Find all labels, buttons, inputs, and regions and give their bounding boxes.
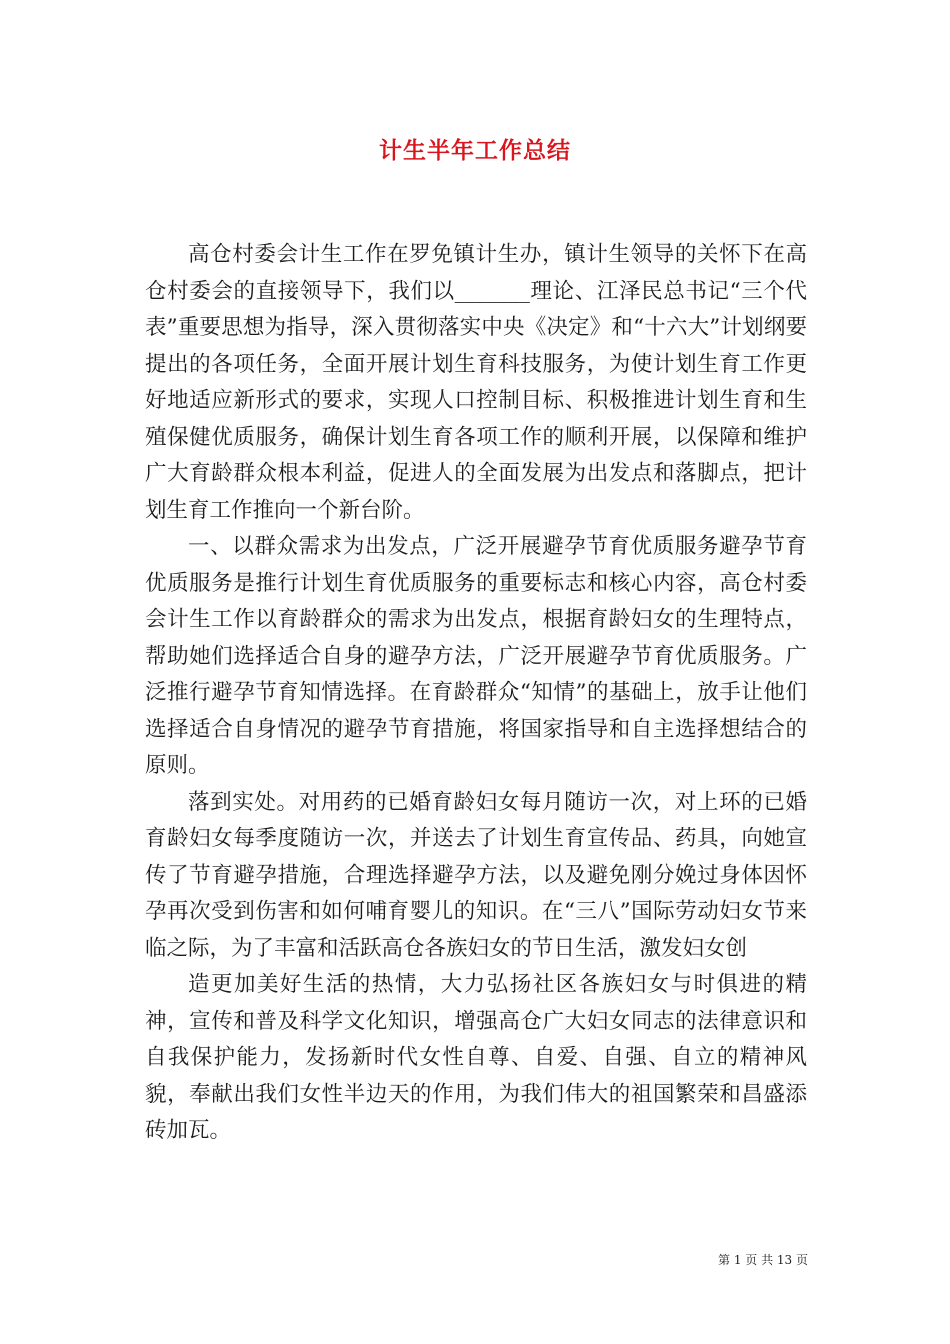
page-number-footer: 第 1 页 共 13 页 [718, 1253, 808, 1267]
document-body [145, 237, 807, 1150]
paragraph-intro: 高仓村委会计生工作在罗免镇计生办，镇计生领导的关怀下在高仓村委会的直接领导下，我们以_______理论、江泽民总书记“三个代表”重要思想为指导，深入贯彻落实中央《决定》和“十六大”计划纲要提出的各项任务，全面开展计划生育科技服务，为使计划生育工作更好地适应新形式的要求，实现人口控制目标、积极推进计划生育和生殖保健优质服务，确保计划生育各项工作的顺利开展，以保障和维护广大育龄群众根本利益，促进人的全面发展为出发点和落脚点，把计划生育工作推向一个新台阶。 [145, 242, 807, 523]
paragraph-section-one: 一、以群众需求为出发点，广泛开展避孕节育优质服务避孕节育优质服务是推行计划生育优质服务的重要标志和核心内容，高仓村委会计生工作以育龄群众的需求为出发点，根据育龄妇女的生理特点，帮助她们选择适合自身的避孕方法，广泛开展避孕节育优质服务。广泛推行避孕节育知情选择。在育龄群众“知情”的基础上，放手让他们选择适合自身情况的避孕节育措施，将国家指导和自主选择想结合的原则。 [145, 534, 807, 778]
paragraph-womens-day: 造更加美好生活的热情，大力弘扬社区各族妇女与时俱进的精神，宣传和普及科学文化知识，增强高仓广大妇女同志的法律意识和自我保护能力，发扬新时代女性自尊、自爱、自强、自立的精神风貌，奉献出我们女性半边天的作用，为我们伟大的祖国繁荣和昌盛添砖加瓦。 [145, 972, 807, 1143]
paragraph-implementation: 落到实处。对用药的已婚育龄妇女每月随访一次，对上环的已婚育龄妇女每季度随访一次，并送去了计划生育宣传品、药具，向她宣传了节育避孕措施，合理选择避孕方法，以及避免刚分娩过身体因怀孕再次受到伤害和如何哺育婴儿的知识。在“三八”国际劳动妇女节来临之际，为了丰富和活跃高仓各族妇女的节日生活，激发妇女创 [145, 789, 807, 961]
document-title: 计生半年工作总结 [379, 138, 571, 164]
